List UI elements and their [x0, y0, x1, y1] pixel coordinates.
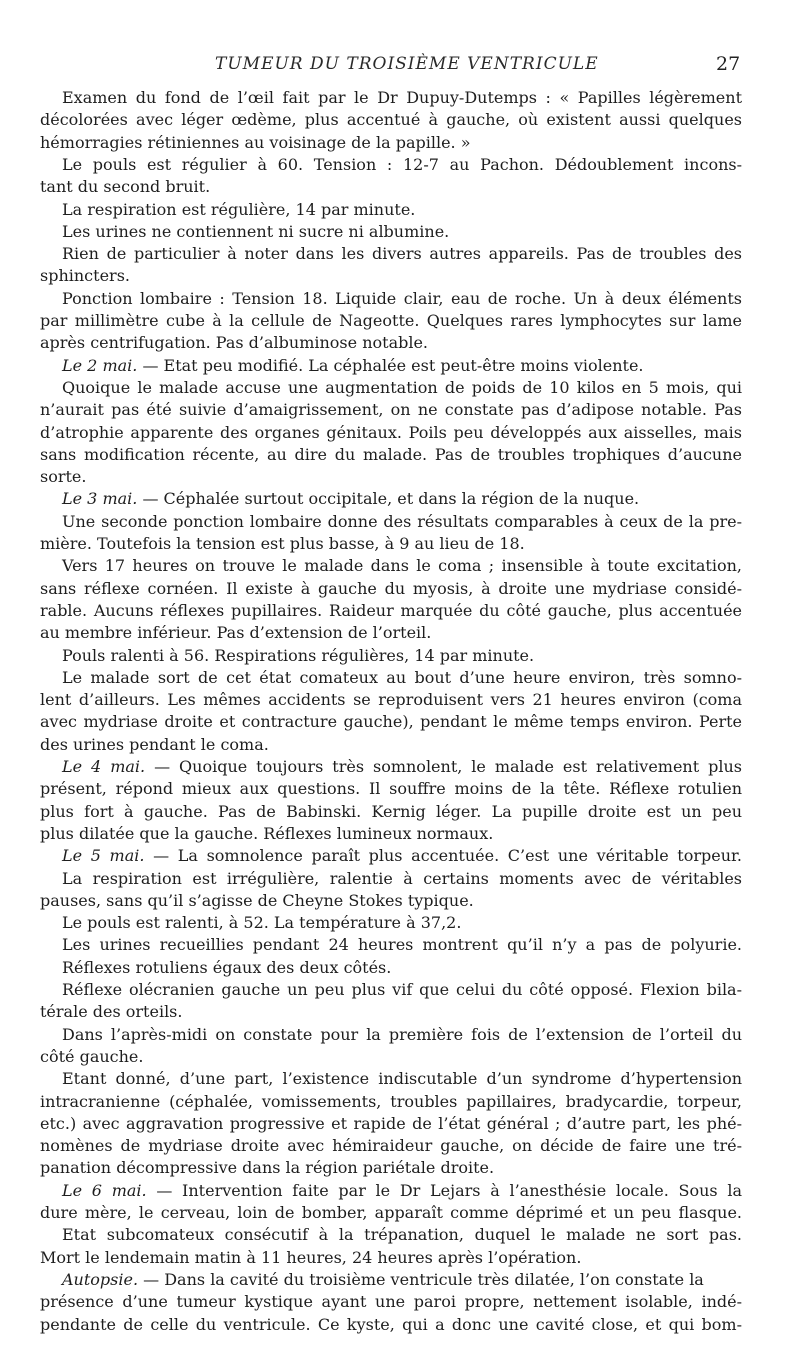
page-header: [0, 54, 800, 80]
text-line: La respiration est régulière, 14 par minute.: [62, 199, 416, 219]
line-text: — La somnolence paraît plus accentuée. C’est une véritable torpeur.: [144, 846, 743, 866]
text-line: Rien de particulier à noter dans les divers autres appareils. Pas de troubles des: [62, 244, 742, 264]
text-line: Pouls ralenti à 56. Respirations régulières, 14 par minute.: [62, 645, 535, 665]
line-text: — Dans la cavité du troisième ventricule très dilatée, l’on constate la: [138, 1269, 704, 1289]
text-line: [40, 489, 742, 509]
text-line: etc.) avec aggravation progressive et rapide de l’état général ; d’autre part, les phé-: [40, 1113, 742, 1133]
text-line: Une seconde ponction lombaire donne des résultats comparables à ceux de la pre-: [62, 511, 742, 531]
text-line: par millimètre cube à la cellule de Nageotte. Quelques rares lymphocytes sur lame: [40, 311, 742, 330]
text-line: sphincters.: [40, 266, 130, 286]
text-line: Les urines recueillies pendant 24 heures montrent qu’il n’y a pas de polyurie.: [62, 935, 742, 955]
text-line: sorte.: [40, 467, 87, 487]
text-line: Le pouls est ralenti, à 52. La température à 37,2.: [62, 913, 462, 933]
text-line: au membre inférieur. Pas d’extension de l’orteil.: [40, 623, 432, 643]
text-line: [40, 757, 742, 777]
line-text: — Intervention faite par le Dr Lejars à l’anesthésie locale. Sous la: [146, 1180, 743, 1200]
text-line: n’aurait pas été suivie d’amaigrissement, on ne constate pas d’adipose notable. Pas: [40, 400, 742, 420]
text-line: Vers 17 heures on trouve le malade dans le coma ; insensible à toute excitation,: [62, 556, 742, 576]
text-line: avec mydriase droite et contracture gauche), pendant le même temps environ. Perte: [40, 712, 742, 732]
text-line: Ponction lombaire : Tension 18. Liquide clair, eau de roche. Un à deux éléments: [62, 288, 742, 308]
date-lead: Le 4 mai.: [62, 757, 146, 776]
text-line: Réflexes rotuliens égaux des deux côtés.: [62, 957, 392, 977]
text-line: lent d’ailleurs. Les mêmes accidents se reproduisent vers 21 heures environ (coma: [40, 690, 742, 710]
text-line: [40, 356, 742, 376]
text-line: décolorées avec léger œdème, plus accentué à gauche, où existent aussi quelques: [40, 110, 742, 130]
text-line: intracranienne (céphalée, vomissements, troubles papillaires, bradycardie, torpeur,: [40, 1091, 742, 1111]
text-line: d’atrophie apparente des organes génitaux. Poils peu développés aux aisselles, mais: [40, 422, 742, 442]
text-line: plus fort à gauche. Pas de Babinski. Kernig léger. La pupille droite est un peu: [40, 801, 742, 821]
text-line: pendante de celle du ventricule. Ce kyste, qui a donc une cavité close, et qui bom-: [40, 1314, 742, 1334]
date-lead: Autopsie.: [62, 1269, 139, 1289]
line-text: — Quoique toujours très somnolent, le malade est relativement plus: [145, 757, 742, 776]
text-line: [40, 1270, 742, 1290]
text-line: Etant donné, d’une part, l’existence indiscutable d’un syndrome d’hypertension: [62, 1069, 742, 1089]
text-line: La respiration est irrégulière, ralentie à certains moments avec de véritables: [62, 868, 742, 888]
text-line: dure mère, le cerveau, loin de bomber, apparaît comme déprimé et un peu flasque.: [40, 1203, 742, 1222]
date-lead: Le 3 mai.: [62, 489, 138, 509]
text-line: tant du second bruit.: [40, 177, 211, 197]
text-line: Etat subcomateux consécutif à la trépanation, duquel le malade ne sort pas.: [62, 1225, 742, 1245]
running-title: TUMEUR DU TROISIÈME VENTRICULE: [215, 54, 599, 74]
text-line: [40, 846, 742, 866]
text-line: présent, répond mieux aux questions. Il souffre moins de la tête. Réflexe rotulien: [40, 779, 742, 799]
text-line: panation décompressive dans la région pariétale droite.: [40, 1158, 495, 1178]
line-text: — Etat peu modifié. La céphalée est peut-être moins violente.: [137, 355, 644, 375]
date-lead: Le 2 mai.: [62, 355, 138, 375]
text-line: sans réflexe cornéen. Il existe à gauche du myosis, à droite une mydriase considé-: [40, 578, 742, 598]
text-line: Examen du fond de l’œil fait par le Dr Dupuy-Dutemps : « Papilles légèrement: [62, 88, 742, 107]
text-line: après centrifugation. Pas d’albuminose notable.: [40, 333, 429, 353]
page-number: 27: [716, 53, 741, 75]
date-lead: Le 6 mai.: [62, 1180, 147, 1200]
text-line: Les urines ne contiennent ni sucre ni albumine.: [62, 221, 450, 241]
text-line: Mort le lendemain matin à 11 heures, 24 heures après l’opération.: [40, 1247, 582, 1267]
text-line: térale des orteils.: [40, 1002, 183, 1022]
text-line: [40, 1181, 742, 1201]
text-line: mière. Toutefois la tension est plus basse, à 9 au lieu de 18.: [40, 534, 525, 553]
text-line: Quoique le malade accuse une augmentation de poids de 10 kilos en 5 mois, qui: [62, 377, 742, 397]
text-line: sans modification récente, au dire du malade. Pas de troubles trophiques d’aucune: [40, 444, 742, 464]
text-line: nomènes de mydriase droite avec hémiraideur gauche, on décide de faire une tré-: [40, 1136, 742, 1156]
text-line: présence d’une tumeur kystique ayant une paroi propre, nettement isolable, indé-: [40, 1292, 742, 1312]
text-line: côté gauche.: [40, 1046, 144, 1066]
date-lead: Le 5 mai.: [62, 846, 145, 866]
text-line: Réflexe olécranien gauche un peu plus vif que celui du côté opposé. Flexion bila-: [62, 980, 742, 999]
line-text: — Céphalée surtout occipitale, et dans la région de la nuque.: [137, 489, 640, 509]
text-line: des urines pendant le coma.: [40, 734, 269, 754]
text-line: Le pouls est régulier à 60. Tension : 12-7 au Pachon. Dédoublement incons-: [62, 154, 742, 174]
text-line: hémorragies rétiniennes au voisinage de la papille. »: [40, 132, 471, 152]
text-line: rable. Aucuns réflexes pupillaires. Raideur marquée du côté gauche, plus accentuée: [40, 600, 742, 620]
text-line: Le malade sort de cet état comateux au bout d’une heure environ, très somno-: [62, 667, 742, 687]
text-line: Dans l’après-midi on constate pour la première fois de l’extension de l’orteil du: [62, 1024, 742, 1044]
text-line: pauses, sans qu’il s’agisse de Cheyne Stokes typique.: [40, 890, 474, 910]
text-line: plus dilatée que la gauche. Réflexes lumineux normaux.: [40, 823, 494, 843]
